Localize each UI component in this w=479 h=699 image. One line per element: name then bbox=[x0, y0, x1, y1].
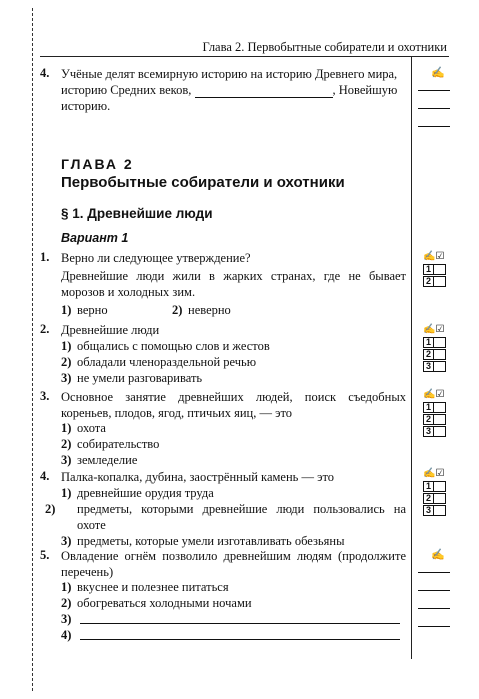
pen-check-icon: ✍☑ bbox=[423, 324, 445, 335]
header-rule bbox=[40, 56, 449, 57]
option-digit: 1 bbox=[423, 402, 434, 413]
option[interactable]: 2) собирательство bbox=[61, 437, 160, 451]
option[interactable]: 2) предметы, которыми древнейшие люди пользовались на охоте bbox=[45, 502, 406, 532]
margin-rule bbox=[411, 56, 412, 659]
option: 1) вкуснее и полезнее питаться bbox=[61, 580, 229, 594]
option-digit: 3 bbox=[423, 505, 434, 516]
option-digit: 1 bbox=[423, 264, 434, 275]
option[interactable]: 2) неверно bbox=[172, 303, 231, 317]
answer-line[interactable] bbox=[80, 639, 400, 640]
question-prompt: Основное занятие древнейших людей, поиск съедобных кореньев, плодов, ягод, птичьих яиц, — это bbox=[61, 390, 406, 420]
option-digit: 3 bbox=[423, 426, 434, 437]
answer-checkbox[interactable] bbox=[434, 337, 446, 348]
cut-line bbox=[32, 8, 33, 691]
answer-grid bbox=[423, 325, 446, 373]
chapter-title: Первобытные собиратели и охотники bbox=[61, 174, 345, 191]
answer-checkbox[interactable] bbox=[434, 264, 446, 275]
question-number: 4. bbox=[40, 469, 50, 483]
option: 4) bbox=[61, 628, 72, 642]
answer-blank[interactable] bbox=[195, 85, 333, 98]
question-prompt: Древнейшие люди bbox=[61, 323, 160, 337]
answer-checkbox[interactable] bbox=[434, 481, 446, 492]
question-number: 4. bbox=[40, 66, 50, 80]
pen-check-icon: ✍☑ bbox=[423, 468, 445, 479]
option-digit: 1 bbox=[423, 337, 434, 348]
question-text: Учёные делят всемирную историю на историю Древнего мира, bbox=[61, 67, 398, 81]
margin-answer-line[interactable] bbox=[418, 608, 450, 609]
option[interactable]: 1) древнейшие орудия труда bbox=[61, 486, 214, 500]
answer-checkbox[interactable] bbox=[434, 414, 446, 425]
question-prompt: Палка-копалка, дубина, заострённый камень — это bbox=[61, 470, 334, 484]
margin-answer-line[interactable] bbox=[418, 572, 450, 573]
answer-checkbox[interactable] bbox=[434, 276, 446, 287]
answer-checkbox[interactable] bbox=[434, 505, 446, 516]
answer-checkbox[interactable] bbox=[434, 426, 446, 437]
answer-grid bbox=[423, 252, 446, 288]
question-number: 2. bbox=[40, 322, 50, 336]
question-number: 1. bbox=[40, 250, 50, 264]
margin-answer-line[interactable] bbox=[418, 90, 450, 91]
option: 2) обогреваться холодными ночами bbox=[61, 596, 252, 610]
answer-grid bbox=[423, 469, 446, 517]
section-title: § 1. Древнейшие люди bbox=[61, 206, 213, 221]
option[interactable]: 3) предметы, которые умели изготавливать обезьяны bbox=[61, 534, 345, 548]
variant-label: Вариант 1 bbox=[61, 231, 129, 245]
margin-answer-line[interactable] bbox=[418, 126, 450, 127]
option-digit: 2 bbox=[423, 414, 434, 425]
chapter-label: ГЛАВА 2 bbox=[61, 156, 134, 172]
answer-checkbox[interactable] bbox=[434, 349, 446, 360]
pen-icon: ✍ bbox=[431, 549, 445, 561]
pen-icon: ✍ bbox=[431, 67, 445, 79]
margin-answer-line[interactable] bbox=[418, 626, 450, 627]
option[interactable]: 1) верно bbox=[61, 303, 108, 317]
option[interactable]: 1) общались с помощью слов и жестов bbox=[61, 339, 270, 353]
question-number: 3. bbox=[40, 389, 50, 403]
question-statement: Древнейшие люди жили в жарких странах, где не бывает морозов и холодных зим. bbox=[61, 269, 406, 299]
question-prompt: Верно ли следующее утверждение? bbox=[61, 251, 251, 265]
answer-checkbox[interactable] bbox=[434, 361, 446, 372]
option[interactable]: 2) обладали членораздельной речью bbox=[61, 355, 257, 369]
option-digit: 3 bbox=[423, 361, 434, 372]
option[interactable]: 1) охота bbox=[61, 421, 106, 435]
option-digit: 1 bbox=[423, 481, 434, 492]
question-prompt: Овладение огнём позволило древнейшим людям (продолжите перечень) bbox=[61, 549, 406, 579]
option-digit: 2 bbox=[423, 349, 434, 360]
option-digit: 2 bbox=[423, 276, 434, 287]
question-text-line2: историю Средних веков, , Новейшую bbox=[61, 83, 398, 97]
option: 3) bbox=[61, 612, 72, 626]
margin-answer-line[interactable] bbox=[418, 590, 450, 591]
question-number: 5. bbox=[40, 548, 50, 562]
answer-grid bbox=[423, 390, 446, 438]
question-text-line3: историю. bbox=[61, 99, 111, 113]
pen-check-icon: ✍☑ bbox=[423, 251, 445, 262]
option[interactable]: 3) не умели разговаривать bbox=[61, 371, 203, 385]
margin-answer-line[interactable] bbox=[418, 108, 450, 109]
running-header: Глава 2. Первобытные собиратели и охотники bbox=[202, 40, 447, 54]
answer-line[interactable] bbox=[80, 623, 400, 624]
option-digit: 2 bbox=[423, 493, 434, 504]
option[interactable]: 3) земледелие bbox=[61, 453, 138, 467]
answer-checkbox[interactable] bbox=[434, 493, 446, 504]
pen-check-icon: ✍☑ bbox=[423, 389, 445, 400]
answer-checkbox[interactable] bbox=[434, 402, 446, 413]
